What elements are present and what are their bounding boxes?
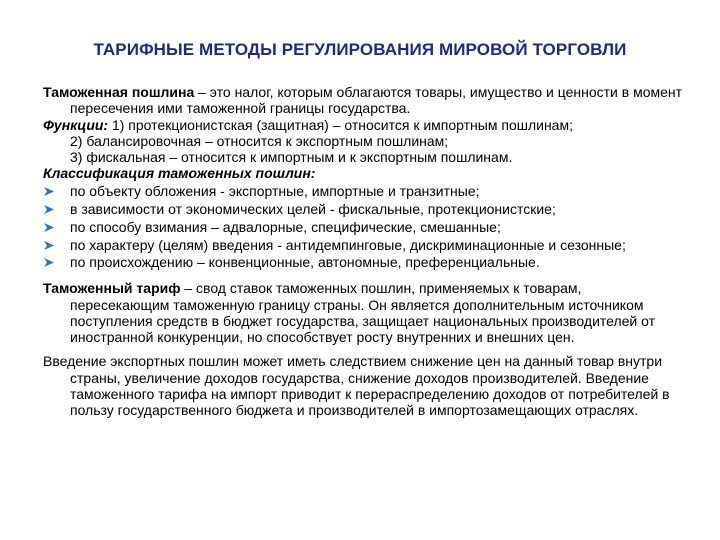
list-item-text: по характеру (целям) введения - антидемпинговые, дискриминационные и сезонные; [70, 236, 626, 253]
list-item [43, 237, 684, 253]
list-item [43, 254, 684, 270]
chevron-right-icon [43, 186, 55, 197]
list-item-text: по объекту обложения - экспортные, импортные и транзитные; [70, 183, 480, 200]
list-item-text: по способу взимания – адвалорные, специфические, смешанные; [70, 218, 501, 235]
classification-title: Классификация таможенных пошлин: [43, 165, 316, 182]
slide-title: ТАРИФНЫЕ МЕТОДЫ РЕГУЛИРОВАНИЯ МИРОВОЙ ТОРГОВЛИ [93, 40, 627, 59]
chevron-right-icon [43, 204, 55, 215]
function-1: 1) протекционистская (защитная) – относится к импортным пошлинам; [108, 116, 573, 133]
export-paragraph: Введение экспортных пошлин может иметь следствием снижение цен на данный товар внутри страны, увеличение доходов государства, снижение доходов производителей. Введение таможенного тарифа на импорт приводит к перераспределению доходов от потребителей в пользу государственного бюджета и производителей в импортозамещающих отраслях. [43, 353, 670, 419]
tariff-definition [43, 280, 684, 345]
functions-line [43, 117, 684, 133]
tariff-term: Таможенный тариф [43, 280, 181, 297]
slide-body [43, 84, 684, 419]
list-item-text: в зависимости от экономических целей - фискальные, протекционистские; [70, 201, 556, 218]
list-item [43, 183, 684, 199]
tariff-definition-text: – свод ставок таможенных пошлин, применяемых к товарам, пересекающим таможенную границу страны. Он является дополнительным источником поступления средств в бюджет государства, защищает национальных производителей от иностранной конкуренции, но способствует росту внутренних и внешних цен. [70, 280, 656, 346]
duty-definition [43, 84, 684, 117]
chevron-right-icon [43, 257, 55, 268]
chevron-right-icon [43, 240, 55, 251]
list-item [43, 219, 684, 235]
spacer [43, 272, 684, 280]
function-2: 2) балансировочная – относится к экспортным пошлинам; [70, 132, 449, 149]
chevron-right-icon [43, 222, 55, 233]
spacer [43, 345, 684, 353]
list-item [43, 201, 684, 217]
duty-definition-text: – это налог, которым облагаются товары, имущество и ценности в момент пересечения ими таможенной границы государства. [70, 84, 683, 117]
list-item-text: по происхождению – конвенционные, автономные, преференциальные. [70, 254, 540, 271]
function-3: 3) фискальная – относится к импортным и к экспортным пошлинам. [70, 149, 513, 166]
functions-label: Функции: [43, 116, 109, 133]
classification-list [43, 183, 684, 270]
duty-term: Таможенная пошлина [43, 84, 195, 100]
